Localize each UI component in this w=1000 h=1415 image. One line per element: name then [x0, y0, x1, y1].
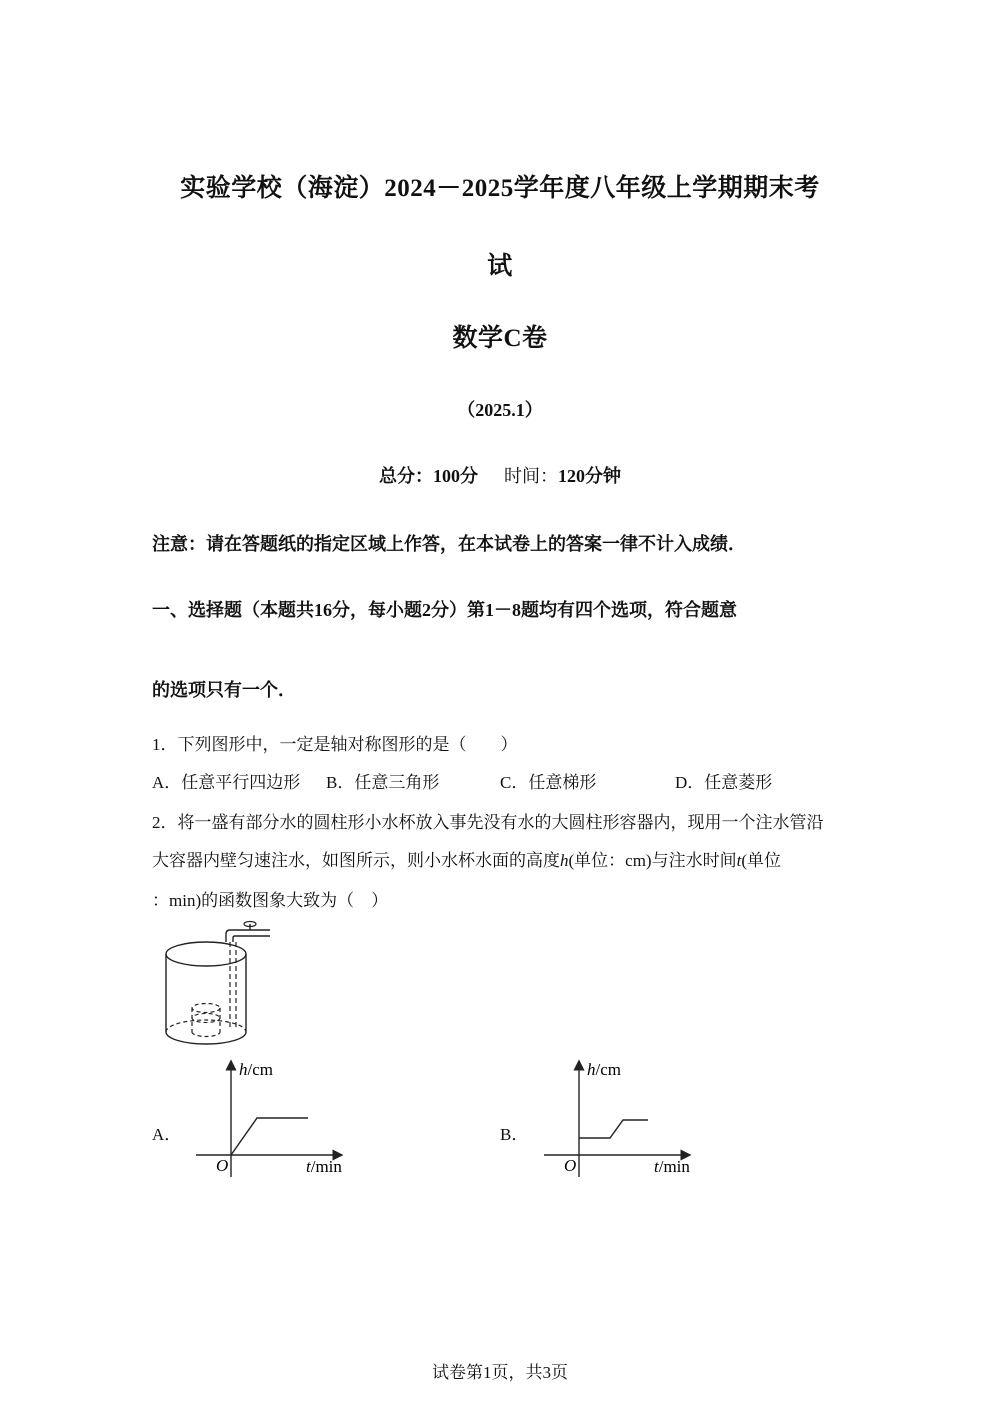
x-axis-label: t/min	[654, 1157, 690, 1176]
q2-line3: ：min)的函数图象大致为（ ）	[152, 891, 389, 910]
time-label: 时间：	[504, 466, 558, 486]
x-axis-label: t/min	[306, 1157, 342, 1176]
q2-graph-b	[538, 1055, 708, 1180]
q2-line2	[152, 846, 781, 871]
score-value: 100分	[433, 466, 478, 486]
score-label: 总分：	[379, 466, 433, 486]
exam-title-line1: 实验学校（海淀）2024－2025学年度八年级上学期期末考	[180, 175, 820, 202]
origin-label: O	[564, 1156, 577, 1175]
graph-a-curve	[231, 1118, 308, 1155]
page-footer: 试卷第1页，共3页	[432, 1363, 568, 1382]
q2-option-a-label: A．	[152, 1125, 182, 1144]
q2-line2-text-a: 大容器内壁匀速注水，如图所示，则小水杯水面的高度	[152, 851, 560, 870]
section1-line2: 的选项只有一个．	[152, 680, 296, 700]
water-container-illustration	[160, 920, 275, 1055]
score-time-line	[0, 462, 1000, 488]
q2-line2-text-b: (单位：cm)与注水时间	[568, 851, 737, 870]
q2-option-b-label: B．	[500, 1125, 529, 1144]
q1-option-b: B．任意三角形	[326, 773, 440, 792]
time-value: 120分钟	[558, 466, 621, 486]
q2-line1: 2．将一盛有部分水的圆柱形小水杯放入事先没有水的大圆柱形容器内，现用一个注水管沿	[152, 813, 824, 832]
exam-subtitle: 数学C卷	[452, 325, 548, 352]
q2-line2-text-c: (单位	[741, 851, 781, 870]
q1-stem: 1．下列图形中，一定是轴对称图形的是（ ）	[152, 735, 518, 754]
y-axis-label: h/cm	[239, 1060, 273, 1079]
q2-var-t: t	[736, 851, 742, 870]
q2-graph-a	[190, 1055, 360, 1180]
exam-date: （2025.1）	[457, 400, 543, 420]
q2-var-h: h	[560, 851, 569, 870]
q1-option-d: D．任意菱形	[675, 773, 773, 792]
q1-option-c: C．任意梯形	[500, 773, 597, 792]
origin-label: O	[216, 1156, 229, 1175]
notice-text: 注意：请在答题纸的指定区域上作答，在本试卷上的答案一律不计入成绩．	[152, 534, 746, 554]
section1-line1: 一、选择题（本题共16分，每小题2分）第1－8题均有四个选项，符合题意	[152, 600, 737, 620]
graph-b-curve	[579, 1120, 648, 1138]
q1-option-a: A．任意平行四边形	[152, 773, 301, 792]
y-axis-label: h/cm	[587, 1060, 621, 1079]
exam-title-line2: 试	[487, 253, 513, 280]
